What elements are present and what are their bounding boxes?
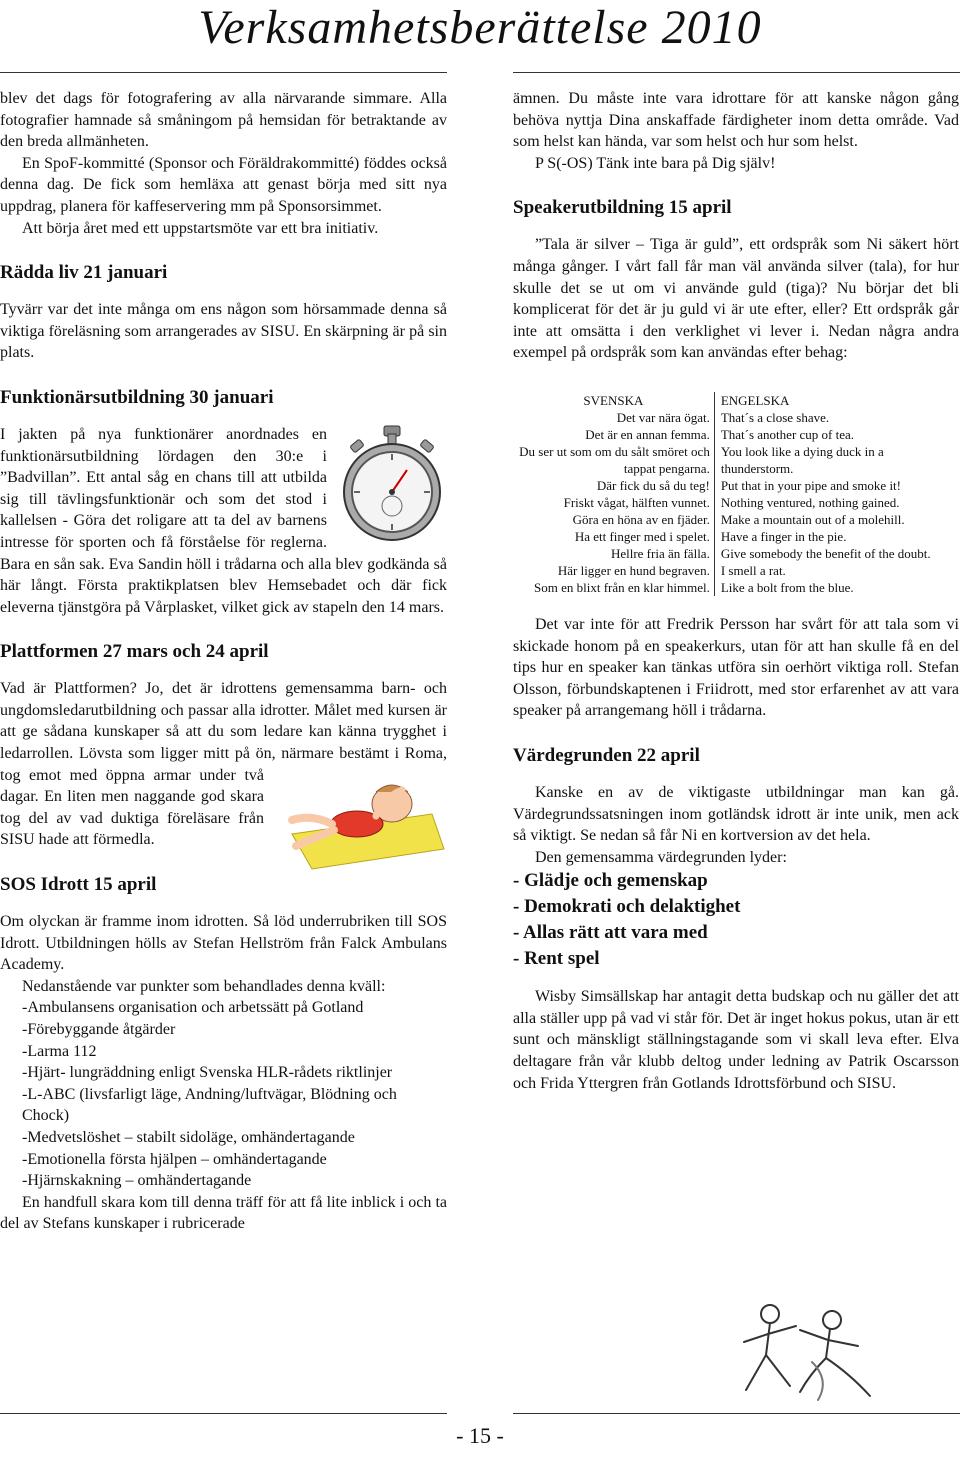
proverb-table bbox=[513, 392, 959, 596]
header-rule-right bbox=[513, 72, 960, 73]
proverb-sv: Det är en annan femma. bbox=[513, 426, 714, 443]
proverb-sv: Du ser ut som om du sålt smöret och tappat pengarna. bbox=[513, 443, 714, 477]
header-rule-left bbox=[0, 72, 447, 73]
value-item: - Glädje och gemenskap bbox=[513, 870, 708, 892]
section-heading-speakerutbildning: Speakerutbildning 15 april bbox=[513, 197, 732, 219]
intro-paragraph-2: En SpoF-kommitté (Sponsor och Föräldrakommitté) föddes också denna dag. De fick som hemläxa att genast börja med sitt nya uppdrag, planera för kaffeservering mm på Sponsorsimmet. bbox=[0, 154, 447, 215]
list-item: -Larma 112 bbox=[22, 1042, 97, 1060]
page-number: - 15 - bbox=[456, 1423, 504, 1448]
table-row bbox=[513, 409, 959, 426]
proverb-sv: Friskt vågat, hälften vunnet. bbox=[513, 494, 714, 511]
right-column bbox=[513, 88, 959, 1094]
proverb-sv: Ha ett finger med i spelet. bbox=[513, 528, 714, 545]
left-column bbox=[0, 88, 447, 1235]
table-row bbox=[513, 426, 959, 443]
plattformen-text: Vad är Plattformen? Jo, det är idrottens gemensamma barn- och ungdomsledarutbildning och passar alla idrotter. Målet med kursen är att ge sådana kunskaper så att du som ledare kan känna trygghet i ledarrollen. Lövsta som ligger mitt på ön, närmare bestämt i Roma, tog emot med öppna armar under två dagar. En liten men naggande god skara tog del av vad duktiga föreläsare från SISU hade att förmedla. bbox=[0, 680, 447, 849]
column-header-engelska: ENGELSKA bbox=[720, 392, 790, 408]
proverb-en: Have a finger in the pie. bbox=[720, 528, 847, 544]
proverb-en: That´s another cup of tea. bbox=[720, 426, 855, 442]
proverb-en: That´s a close shave. bbox=[720, 409, 830, 425]
section-heading-plattformen: Plattformen 27 mars och 24 april bbox=[0, 641, 269, 663]
proverb-en: Give somebody the benefit of the doubt. bbox=[720, 545, 931, 561]
value-item: - Demokrati och delaktighet bbox=[513, 896, 741, 918]
footer-rule-left bbox=[0, 1413, 447, 1414]
vardegrunden-closing: Wisby Simsällskap har antagit detta budskap och nu gäller det att alla ställer upp på vad vi står för. Det är inget hokus pokus, utan är ett sunt och mänskligt ställningstagande som vi skall leva efter. Elva deltagare från vår klubb deltog under ledning av Patrik Oscarsson och Frida Yttergren från Gotlands Idrottsförbund och SISU. bbox=[513, 988, 959, 1092]
list-item: -Hjärnskakning – omhändertagande bbox=[22, 1172, 252, 1190]
proverb-sv: Här ligger en hund begraven. bbox=[513, 562, 714, 579]
funktionarsutbildning-text: I jakten på nya funktionärer anordnades en funktionärsutbildning lördagen den 30:e i ”Badvillan”. Ett antal såg en chans till att utbilda sig till tävlingsfunktionär och som det stod i kallelsen - Göra det roligare att ta del av barnens intresse för sporten och få förståelse för reglerna. Bara en sån sak. Eva Sandin höll i trådarna och alla blev godkända så här långt. Första praktikplatsen blev Hemsebadet och där fick eleverna tjänstgöra på Vårplasket, vilket gick av stapeln den 14 mars. bbox=[0, 425, 447, 616]
proverb-sv: Som en blixt från en klar himmel. bbox=[513, 579, 714, 596]
sos-points-list bbox=[0, 997, 447, 1191]
section-heading-sos-idrott: SOS Idrott 15 april bbox=[0, 874, 157, 896]
value-item: - Rent spel bbox=[513, 948, 600, 970]
proverb-en: You look like a dying duck in a thunderstorm. bbox=[720, 443, 884, 476]
section-heading-funktionarsutbildning: Funktionärsutbildning 30 januari bbox=[0, 386, 274, 408]
swimmer-cartoon-image bbox=[272, 774, 447, 872]
footer-rule-right bbox=[513, 1413, 960, 1414]
intro-paragraph-1: blev det dags för fotografering av alla närvarande simmare. Alla fotografier hamnade så småningom på hemsidan för betraktande av den breda allmänheten. bbox=[0, 90, 447, 151]
proverb-en: Put that in your pipe and smoke it! bbox=[720, 477, 901, 493]
proverb-sv: Det var nära ögat. bbox=[513, 409, 714, 426]
section-heading-radda-liv: Rädda liv 21 januari bbox=[0, 262, 168, 284]
intro-paragraph-3: Att börja året med ett uppstartsmöte var ett bra initiativ. bbox=[22, 219, 379, 237]
column-header-svenska: SVENSKA bbox=[513, 392, 714, 409]
vardegrunden-text: Kanske en av de viktigaste utbildningar man kan gå. Värdegrundssatsningen inom gotländsk idrott är inte unik, men ack så viktigt. Se nedan så får Ni en kortversion av det hela. bbox=[513, 783, 959, 845]
proverb-en: Like a bolt from the blue. bbox=[720, 579, 854, 595]
proverb-en: Make a mountain out of a molehill. bbox=[720, 511, 905, 527]
sos-idrott-text: Om olyckan är framme inom idrotten. Så löd underrubriken till SOS Idrott. Utbildningen hölls av Stefan Hellström från Falck Ambulans Academy. bbox=[0, 913, 447, 974]
table-header-row bbox=[513, 392, 959, 409]
vardegrunden-text-2: Den gemensamma värdegrunden lyder: bbox=[535, 848, 787, 866]
sos-idrott-text-2: Nedanstående var punkter som behandlades denna kväll: bbox=[22, 977, 386, 995]
page-title: Verksamhetsberättelse 2010 bbox=[198, 1, 762, 54]
speakerutbildning-text: ”Tala är silver – Tiga är guld”, ett ordspråk som Ni säkert hört många gånger. I vårt fall får man väl använda silver (tala), for hur skulle det se ut om vi använde guld (tiga)? Nu börjar det bli komplicerat för det är ju guld vi är ute efter, eller? Ett ordspråk går inte att omsätta i den verklighet vi lever i. Nedan några andra exempel på ordspråk som kan användas efter behag: bbox=[513, 236, 959, 362]
value-item: - Allas rätt att vara med bbox=[513, 922, 708, 944]
table-row bbox=[513, 494, 959, 511]
proverb-en: I smell a rat. bbox=[720, 562, 786, 578]
stopwatch-image bbox=[337, 424, 447, 544]
dancing-couple-image bbox=[700, 1300, 900, 1410]
list-item: -Hjärt- lungräddning enligt Svenska HLR-rådets riktlinjer bbox=[22, 1064, 393, 1082]
speakerutbildning-text-2: Det var inte för att Fredrik Persson har svårt för att tala som vi skickade honom på en speakerkurs, utan för att han skulle få en del tips hur en speaker kan tänkas utföra sin oerhört viktiga roll. Stefan Olsson, förbundskaptenen i Friidrott, med stor erfarenhet av att vara speaker på arrangemang höll i trådarna. bbox=[513, 615, 959, 720]
list-item: -Medvetslöshet – stabilt sidoläge, omhändertagande bbox=[22, 1128, 355, 1146]
sos-continued-text: ämnen. Du måste inte vara idrottare för att kanske någon gång behöva nyttja Dina anskaffade färdigheter inom detta område. Vad som helst kan hända, var som helst och hur som helst. bbox=[513, 90, 959, 151]
proverb-sv: Göra en höna av en fjäder. bbox=[513, 511, 714, 528]
list-item: -L-ABC (livsfarligt läge, Andning/luftvägar, Blödning och Chock) bbox=[22, 1085, 397, 1125]
table-row bbox=[513, 443, 959, 477]
section-heading-vardegrunden: Värdegrunden 22 april bbox=[513, 744, 700, 766]
proverb-sv: Hellre fria än fälla. bbox=[513, 545, 714, 562]
list-item: -Emotionella första hjälpen – omhändertagande bbox=[22, 1150, 327, 1168]
sos-slogan: P S(-OS) Tänk inte bara på Dig själv! bbox=[535, 154, 776, 172]
proverb-en: Nothing ventured, nothing gained. bbox=[720, 494, 900, 510]
list-item: -Ambulansens organisation och arbetssätt på Gotland bbox=[22, 999, 364, 1017]
table-row bbox=[513, 562, 959, 579]
table-row bbox=[513, 545, 959, 562]
radda-liv-text: Tyvärr var det inte många om ens någon som hörsammade denna så viktiga föreläsning som arrangerades av SISU. En skärpning är på sin plats. bbox=[0, 301, 447, 362]
proverb-sv: Där fick du så du teg! bbox=[513, 477, 714, 494]
table-row bbox=[513, 579, 959, 596]
table-row bbox=[513, 477, 959, 494]
sos-idrott-closing: En handfull skara kom till denna träff för att få lite inblick i och ta del av Stefans kunskaper i rubricerade bbox=[0, 1193, 447, 1233]
table-row bbox=[513, 528, 959, 545]
table-row bbox=[513, 511, 959, 528]
list-item: -Förebyggande åtgärder bbox=[22, 1021, 176, 1038]
